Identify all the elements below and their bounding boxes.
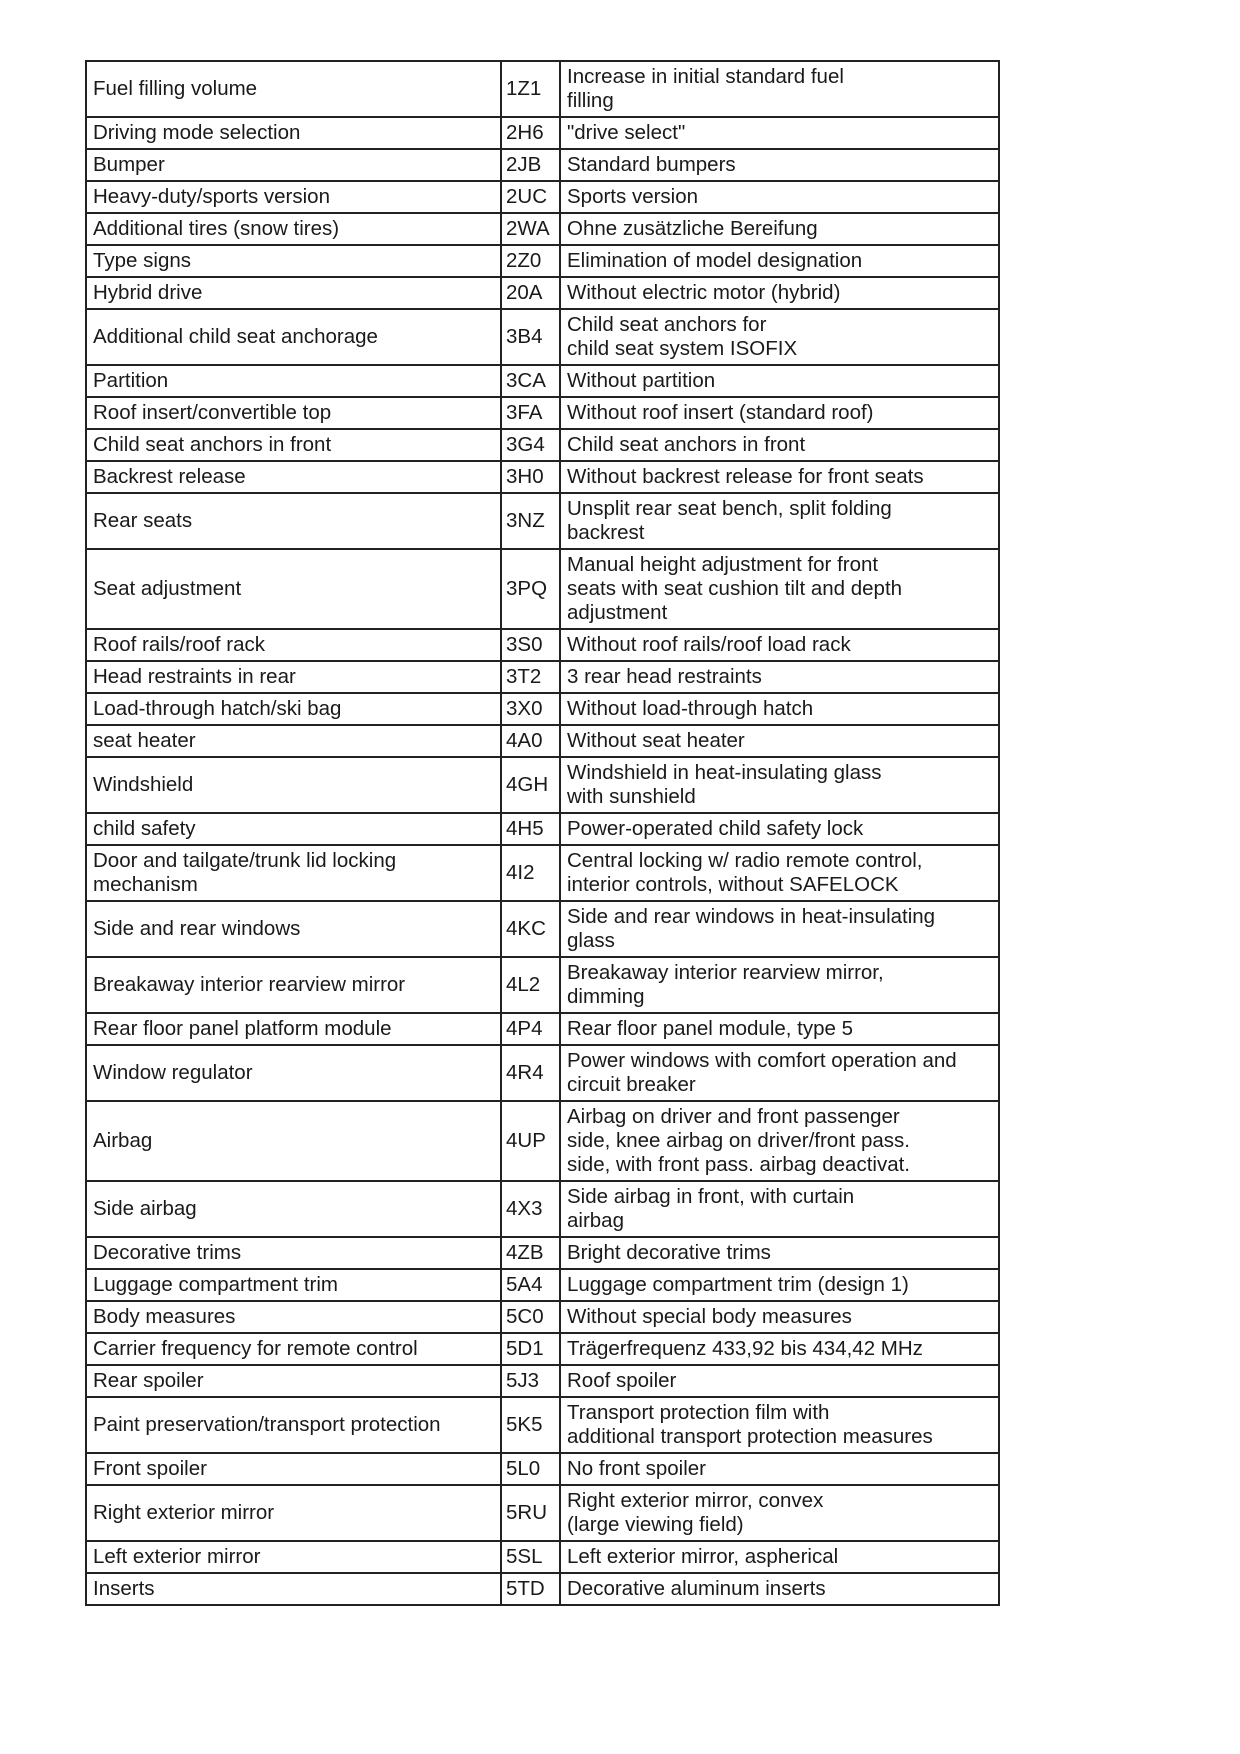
- description-cell: Without special body measures: [560, 1301, 999, 1333]
- table-row: [86, 429, 999, 461]
- code-cell: 4I2: [501, 845, 560, 901]
- table-row: [86, 397, 999, 429]
- code-cell: 4H5: [501, 813, 560, 845]
- description-cell: Luggage compartment trim (design 1): [560, 1269, 999, 1301]
- code-cell: 5K5: [501, 1397, 560, 1453]
- table-row: [86, 461, 999, 493]
- description-cell: Right exterior mirror, convex (large viewing field): [560, 1485, 999, 1541]
- table-row: [86, 61, 999, 117]
- feature-cell: Rear seats: [86, 493, 501, 549]
- code-cell: 3B4: [501, 309, 560, 365]
- code-cell: 3NZ: [501, 493, 560, 549]
- feature-cell: Roof rails/roof rack: [86, 629, 501, 661]
- feature-cell: Airbag: [86, 1101, 501, 1181]
- feature-cell: Driving mode selection: [86, 117, 501, 149]
- code-cell: 4KC: [501, 901, 560, 957]
- table-row: [86, 725, 999, 757]
- description-cell: Decorative aluminum inserts: [560, 1573, 999, 1605]
- feature-cell: Inserts: [86, 1573, 501, 1605]
- description-cell: Bright decorative trims: [560, 1237, 999, 1269]
- feature-cell: Hybrid drive: [86, 277, 501, 309]
- description-cell: Without partition: [560, 365, 999, 397]
- code-cell: 3FA: [501, 397, 560, 429]
- table-row: [86, 245, 999, 277]
- feature-cell: Rear floor panel platform module: [86, 1013, 501, 1045]
- description-cell: No front spoiler: [560, 1453, 999, 1485]
- table-row: [86, 117, 999, 149]
- feature-cell: Backrest release: [86, 461, 501, 493]
- feature-cell: Carrier frequency for remote control: [86, 1333, 501, 1365]
- description-cell: Transport protection film with additional transport protection measures: [560, 1397, 999, 1453]
- feature-cell: Partition: [86, 365, 501, 397]
- description-cell: 3 rear head restraints: [560, 661, 999, 693]
- table-row: [86, 493, 999, 549]
- code-cell: 4UP: [501, 1101, 560, 1181]
- table-row: [86, 1269, 999, 1301]
- feature-cell: Door and tailgate/trunk lid locking mechanism: [86, 845, 501, 901]
- table-row: [86, 757, 999, 813]
- code-cell: 4A0: [501, 725, 560, 757]
- table-row: [86, 845, 999, 901]
- feature-cell: Paint preservation/transport protection: [86, 1397, 501, 1453]
- table-row: [86, 213, 999, 245]
- table-row: [86, 1333, 999, 1365]
- table-row: [86, 1301, 999, 1333]
- code-cell: 3X0: [501, 693, 560, 725]
- table-row: [86, 1541, 999, 1573]
- code-cell: 5L0: [501, 1453, 560, 1485]
- feature-cell: Bumper: [86, 149, 501, 181]
- feature-cell: Additional child seat anchorage: [86, 309, 501, 365]
- code-cell: 5SL: [501, 1541, 560, 1573]
- description-cell: "drive select": [560, 117, 999, 149]
- code-cell: 4L2: [501, 957, 560, 1013]
- code-cell: 2JB: [501, 149, 560, 181]
- code-cell: 3S0: [501, 629, 560, 661]
- code-cell: 2UC: [501, 181, 560, 213]
- table-row: [86, 149, 999, 181]
- code-cell: 4P4: [501, 1013, 560, 1045]
- feature-cell: Head restraints in rear: [86, 661, 501, 693]
- description-cell: Without seat heater: [560, 725, 999, 757]
- table-row: [86, 1365, 999, 1397]
- description-cell: Trägerfrequenz 433,92 bis 434,42 MHz: [560, 1333, 999, 1365]
- code-cell: 4GH: [501, 757, 560, 813]
- feature-cell: Heavy-duty/sports version: [86, 181, 501, 213]
- feature-cell: Breakaway interior rearview mirror: [86, 957, 501, 1013]
- table-row: [86, 1397, 999, 1453]
- description-cell: Power windows with comfort operation and circuit breaker: [560, 1045, 999, 1101]
- feature-cell: Decorative trims: [86, 1237, 501, 1269]
- description-cell: Child seat anchors for child seat system ISOFIX: [560, 309, 999, 365]
- feature-cell: Roof insert/convertible top: [86, 397, 501, 429]
- code-cell: 2WA: [501, 213, 560, 245]
- table-row: [86, 181, 999, 213]
- feature-cell: Load-through hatch/ski bag: [86, 693, 501, 725]
- feature-cell: Left exterior mirror: [86, 1541, 501, 1573]
- table-row: [86, 629, 999, 661]
- description-cell: Unsplit rear seat bench, split folding backrest: [560, 493, 999, 549]
- description-cell: Standard bumpers: [560, 149, 999, 181]
- code-cell: 3PQ: [501, 549, 560, 629]
- feature-cell: Windshield: [86, 757, 501, 813]
- feature-cell: Window regulator: [86, 1045, 501, 1101]
- description-cell: Without roof rails/roof load rack: [560, 629, 999, 661]
- code-cell: 3T2: [501, 661, 560, 693]
- description-cell: Central locking w/ radio remote control, interior controls, without SAFELOCK: [560, 845, 999, 901]
- code-cell: 5C0: [501, 1301, 560, 1333]
- feature-cell: Child seat anchors in front: [86, 429, 501, 461]
- description-cell: Breakaway interior rearview mirror, dimming: [560, 957, 999, 1013]
- code-cell: 5D1: [501, 1333, 560, 1365]
- code-cell: 3CA: [501, 365, 560, 397]
- table-row: [86, 549, 999, 629]
- table-row: [86, 1453, 999, 1485]
- description-cell: Without backrest release for front seats: [560, 461, 999, 493]
- code-cell: 4X3: [501, 1181, 560, 1237]
- table-row: [86, 1485, 999, 1541]
- description-cell: Manual height adjustment for front seats with seat cushion tilt and depth adjustment: [560, 549, 999, 629]
- feature-cell: Fuel filling volume: [86, 61, 501, 117]
- description-cell: Rear floor panel module, type 5: [560, 1013, 999, 1045]
- table-row: [86, 1013, 999, 1045]
- code-cell: 5TD: [501, 1573, 560, 1605]
- table-row: [86, 901, 999, 957]
- feature-cell: Right exterior mirror: [86, 1485, 501, 1541]
- feature-cell: Body measures: [86, 1301, 501, 1333]
- code-cell: 20A: [501, 277, 560, 309]
- description-cell: Left exterior mirror, aspherical: [560, 1541, 999, 1573]
- table-row: [86, 1237, 999, 1269]
- code-cell: 5RU: [501, 1485, 560, 1541]
- feature-cell: seat heater: [86, 725, 501, 757]
- feature-cell: Additional tires (snow tires): [86, 213, 501, 245]
- feature-cell: Front spoiler: [86, 1453, 501, 1485]
- description-cell: Elimination of model designation: [560, 245, 999, 277]
- description-cell: Sports version: [560, 181, 999, 213]
- table-row: [86, 693, 999, 725]
- feature-cell: Seat adjustment: [86, 549, 501, 629]
- table-row: [86, 1045, 999, 1101]
- code-cell: 2H6: [501, 117, 560, 149]
- description-cell: Roof spoiler: [560, 1365, 999, 1397]
- table-row: [86, 1573, 999, 1605]
- description-cell: Without load-through hatch: [560, 693, 999, 725]
- equipment-code-table-body: [86, 61, 999, 1605]
- description-cell: Airbag on driver and front passenger side, knee airbag on driver/front pass. side, with front pass. airbag deactivat.: [560, 1101, 999, 1181]
- code-cell: 1Z1: [501, 61, 560, 117]
- feature-cell: Side airbag: [86, 1181, 501, 1237]
- feature-cell: Type signs: [86, 245, 501, 277]
- table-row: [86, 661, 999, 693]
- code-cell: 2Z0: [501, 245, 560, 277]
- table-row: [86, 1181, 999, 1237]
- table-row: [86, 1101, 999, 1181]
- code-cell: 4R4: [501, 1045, 560, 1101]
- code-cell: 5A4: [501, 1269, 560, 1301]
- table-row: [86, 277, 999, 309]
- feature-cell: Luggage compartment trim: [86, 1269, 501, 1301]
- description-cell: Side and rear windows in heat-insulating glass: [560, 901, 999, 957]
- feature-cell: Rear spoiler: [86, 1365, 501, 1397]
- description-cell: Windshield in heat-insulating glass with sunshield: [560, 757, 999, 813]
- description-cell: Without roof insert (standard roof): [560, 397, 999, 429]
- feature-cell: Side and rear windows: [86, 901, 501, 957]
- description-cell: Increase in initial standard fuel filling: [560, 61, 999, 117]
- code-cell: 3G4: [501, 429, 560, 461]
- description-cell: Side airbag in front, with curtain airbag: [560, 1181, 999, 1237]
- description-cell: Power-operated child safety lock: [560, 813, 999, 845]
- description-cell: Child seat anchors in front: [560, 429, 999, 461]
- table-row: [86, 309, 999, 365]
- code-cell: 4ZB: [501, 1237, 560, 1269]
- code-cell: 3H0: [501, 461, 560, 493]
- table-row: [86, 957, 999, 1013]
- table-row: [86, 813, 999, 845]
- feature-cell: child safety: [86, 813, 501, 845]
- equipment-code-table: [85, 60, 1000, 1606]
- description-cell: Without electric motor (hybrid): [560, 277, 999, 309]
- code-cell: 5J3: [501, 1365, 560, 1397]
- table-row: [86, 365, 999, 397]
- description-cell: Ohne zusätzliche Bereifung: [560, 213, 999, 245]
